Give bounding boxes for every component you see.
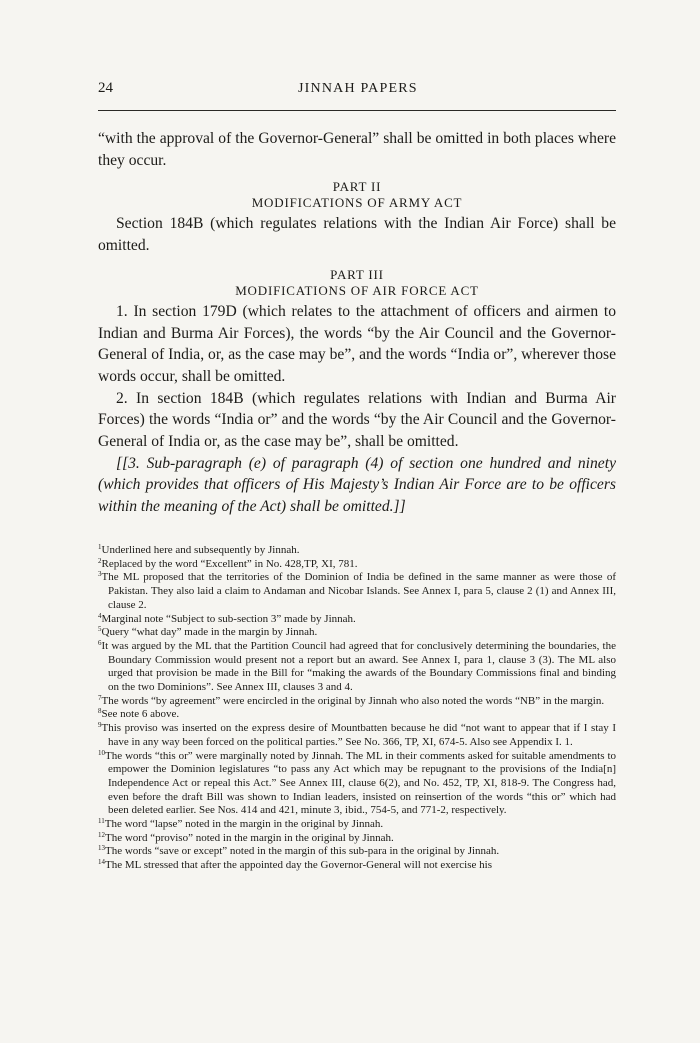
part-ii-title: MODIFICATIONS OF ARMY ACT	[251, 195, 463, 211]
footnote-number: 4	[98, 611, 102, 620]
footnote-number: 8	[98, 707, 102, 716]
footnote	[98, 626, 616, 640]
footnote	[98, 845, 616, 859]
footnote	[98, 695, 616, 709]
footnote	[98, 544, 616, 558]
footnote-number: 2	[98, 556, 102, 565]
part-iii-title: MODIFICATIONS OF AIR FORCE ACT	[235, 282, 479, 298]
footnote	[98, 613, 616, 627]
part-iii-paragraph-2: 2. In section 184B (which regulates relations with Indian and Burma Air Forces) the words “India or” and the words “by the Air Council and the Governor-General of India or, as the case may be”, shall be omitted.	[98, 389, 616, 451]
page-header	[98, 80, 616, 111]
footnote-text: The ML stressed that after the appointed day the Governor-General will not exercise his	[105, 859, 492, 872]
footnote	[98, 708, 616, 722]
footnote-text: The words “by agreement” were encircled in the original by Jinnah who also noted the words “NB” in the margin.	[101, 694, 605, 707]
footnote-number: 14	[98, 858, 105, 867]
part-ii-label: PART II	[332, 179, 382, 195]
part-ii-paragraph: Section 184B (which regulates relations with the Indian Air Force) shall be omitted.	[98, 215, 616, 255]
footnotes	[98, 544, 616, 873]
part-iii-paragraph-3: [[3. Sub-paragraph (e) of paragraph (4) of section one hundred and ninety (which provides that officers of His Majesty’s Indian Air Force are to be officers within the meaning of the Act) shall be omitted.]]	[98, 454, 616, 516]
footnote	[98, 640, 616, 695]
footnote-number: 10	[98, 748, 105, 757]
footnote-number: 1	[98, 543, 102, 551]
footnote-number: 6	[98, 638, 102, 647]
footnote	[98, 818, 616, 832]
footnote	[98, 571, 616, 612]
footnote	[98, 832, 616, 846]
page-number: 24	[98, 80, 113, 96]
continuation-paragraph: “with the approval of the Governor-General” shall be omitted in both places where they occur.	[98, 130, 616, 169]
footnote-number: 9	[98, 721, 102, 730]
footnote-text: See note 6 above.	[101, 708, 180, 721]
footnote-text: Underlined here and subsequently by Jinnah.	[101, 544, 300, 556]
footnote	[98, 750, 616, 819]
footnote	[98, 859, 616, 873]
footnote-number: 12	[98, 830, 105, 839]
footnote-text: This proviso was inserted on the express desire of Mountbatten because he did “not want to appear that if I stay I have in any way been forced on the political parties.” See No. 366, TP, XI, 674-5. Also see Appendix I. 1.	[101, 722, 616, 748]
footnote-text: The word “proviso” noted in the margin in the original by Jinnah.	[105, 831, 394, 844]
footnote-text: Replaced by the word “Excellent” in No. 428,TP, XI, 781.	[101, 557, 358, 570]
footnote-number: 7	[98, 693, 102, 702]
footnote-number: 13	[98, 844, 105, 853]
footnote-number: 5	[98, 625, 102, 634]
part-iii-paragraph-1: 1. In section 179D (which relates to the attachment of officers and airmen to Indian and Burma Air Forces), the words “by the Air Council and the Governor-General of India, or, as the case may be”, and the words “India or”, wherever those words occur, shall be omitted.	[98, 302, 616, 385]
part-iii-label: PART III	[330, 266, 384, 282]
footnote-number: 3	[98, 570, 102, 579]
footnote-text: It was argued by the ML that the Partition Council had agreed that for conclusively determining the boundaries, the Boundary Commission would present not a report but an award. See Annex I, para 1, clause 3 (3). The ML also urged that provision be made in the Bill for “making the awards of the Boundary Commissions final and binding on the two Dominions”. See Annex III, clauses 3 and 4.	[101, 639, 616, 694]
footnote	[98, 722, 616, 749]
footnote-number: 11	[98, 817, 105, 826]
running-title: JINNAH PAPERS	[298, 81, 418, 96]
footnote	[98, 558, 616, 572]
footnote-text: The word “lapse” noted in the margin in the original by Jinnah.	[104, 818, 384, 831]
footnote-text: The words “this or” were marginally noted by Jinnah. The ML in their comments asked for suitable amendments to empower the Dominion legislatures “to pass any Act which may be repugnant to the provisions of the India[n] Independence Act or repeal this Act.” See Annex III, clause 6(2), and No. 452, TP, XI, 818-9. The Congress had, even before the draft Bill was shown to Indian leaders, insisted on reinsertion of the words “this or” which had been deleted earlier. See Nos. 414 and 421, minute 3, ibid., 754-5, and 771-2, respectively.	[105, 749, 616, 817]
main-text	[98, 128, 616, 518]
footnote-text: The words “save or except” noted in the margin of this sub-para in the original by Jinnah.	[105, 845, 500, 858]
footnote-text: Marginal note “Subject to sub-section 3” made by Jinnah.	[101, 612, 356, 625]
footnote-text: Query “what day” made in the margin by Jinnah.	[101, 626, 318, 639]
footnote-text: The ML proposed that the territories of the Dominion of India be defined in the same manner as were those of Pakistan. They also laid a claim to Andaman and Nicobar Islands. See Annex I, para 5, clause 2 (1) and Annex III, clause 2.	[101, 571, 616, 611]
